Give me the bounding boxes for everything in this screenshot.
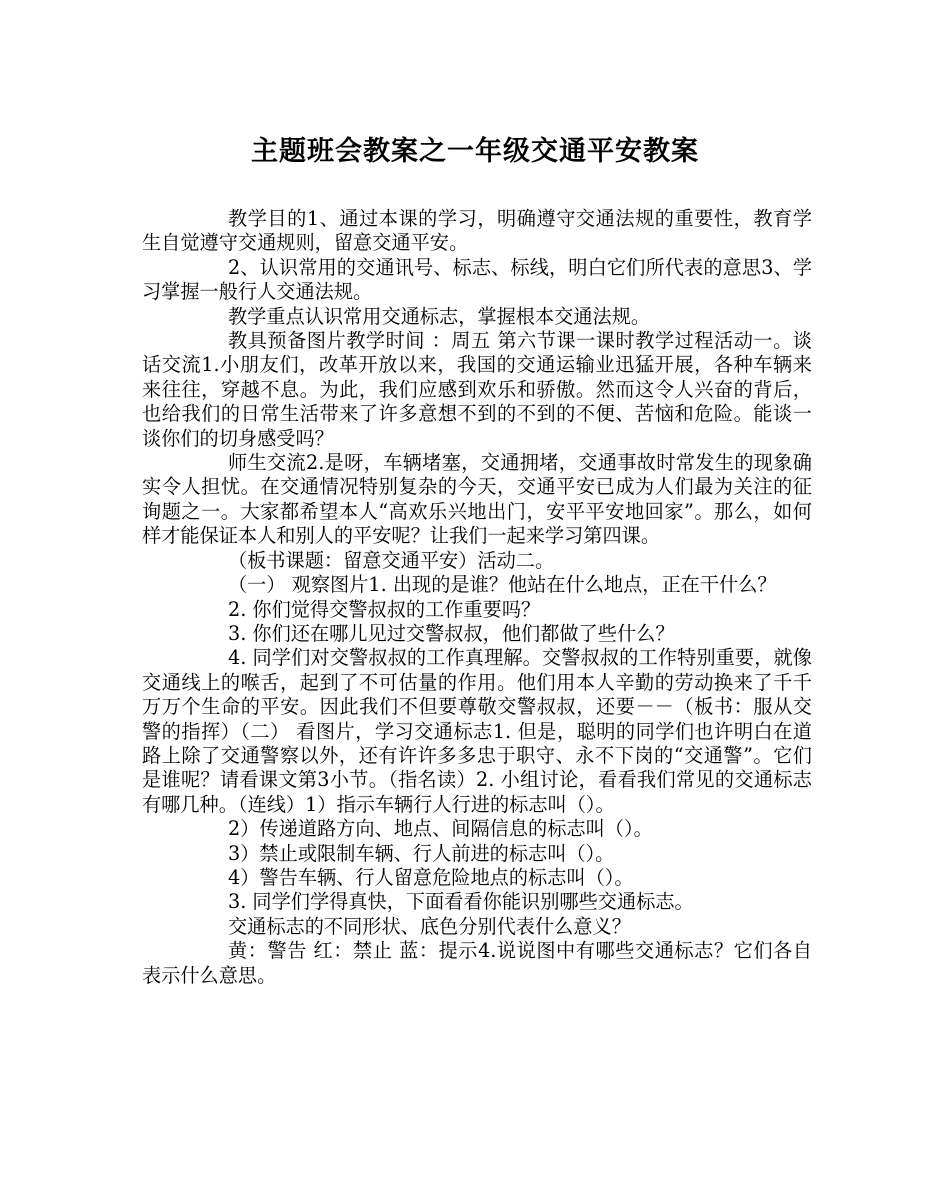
paragraph: （一） 观察图片1. 出现的是谁？他站在什么地点，正在干什么？ — [228, 573, 777, 597]
paragraph: 4. 同学们对交警叔叔的工作真理解。交警叔叔的工作特别重要，就像交通线上的喉舌，起到了不可估量的作用。他们用本人辛勤的劳动换来了千千万万个生命的平安。因此我们不但要尊敬交警叔叔，还要－－（板书：服从交警的指挥）（二） 看图片，学习交通标志1. 但是，聪明的同学们也许明白在道路上除了交通警察以外，还有许许多多忠于职守、永不下岗的“交通警”。它们是谁呢？请看课文第3小节。（指名读）2. 小组讨论，看看我们常见的交通标志有哪几种。（连线）1）指示车辆行人行进的标志叫（）。 — [142, 646, 812, 816]
paragraph: 3. 同学们学得真快，下面看看你能识别哪些交通标志。 — [228, 890, 694, 914]
paragraph: 师生交流2.是呀，车辆堵塞，交通拥堵，交通事故时常发生的现象确实令人担忧。在交通情况特别复杂的今天，交通平安已成为人们最为关注的征询题之一。大家都希望本人“高欢乐兴地出门，安平平安地回家”。那么，如何样才能保证本人和别人的平安呢？让我们一起来学习第四课。 — [142, 451, 812, 548]
paragraph: 教具预备图片教学时间 ：周五 第六节课一课时教学过程活动一。谈话交流1.小朋友们，改革开放以来，我国的交通运输业迅猛开展，各种车辆来来往往，穿越不息。为此，我们应感到欢乐和骄傲。然而这令人兴奋的背后，也给我们的日常生活带来了许多意想不到的不到的不便、苦恼和危险。能谈一谈你们的切身感受吗？ — [142, 329, 812, 450]
paragraph: 黄：警告 红：禁止 蓝：提示4.说说图中有哪些交通标志？它们各自表示什么意思。 — [142, 939, 812, 987]
paragraph: 3）禁止或限制车辆、行人前进的标志叫（）。 — [228, 841, 615, 865]
document-body — [142, 207, 812, 988]
paragraph: 2）传递道路方向、地点、间隔信息的标志叫（）。 — [228, 817, 653, 841]
paragraph: 教学目的1、通过本课的学习，明确遵守交通法规的重要性，教育学生自觉遵守交通规则，留意交通平安。 — [142, 207, 812, 255]
paragraph: 4）警告车辆、行人留意危险地点的标志叫（）。 — [228, 865, 634, 889]
paragraph: 2. 你们觉得交警叔叔的工作重要吗？ — [228, 597, 541, 621]
paragraph: 3. 你们还在哪儿见过交警叔叔，他们都做了些什么？ — [228, 621, 675, 645]
paragraph: 交通标志的不同形状、底色分别代表什么意义？ — [228, 914, 631, 938]
paragraph: 2、认识常用的交通讯号、标志、标线，明白它们所代表的意思3、学习掌握一般行人交通法规。 — [142, 255, 812, 304]
paragraph: 教学重点认识常用交通标志，掌握根本交通法规。 — [228, 304, 651, 328]
paragraph: （板书课题：留意交通平安）活动二。 — [228, 548, 555, 572]
page-title: 主题班会教案之一年级交通平安教案 — [251, 136, 699, 167]
